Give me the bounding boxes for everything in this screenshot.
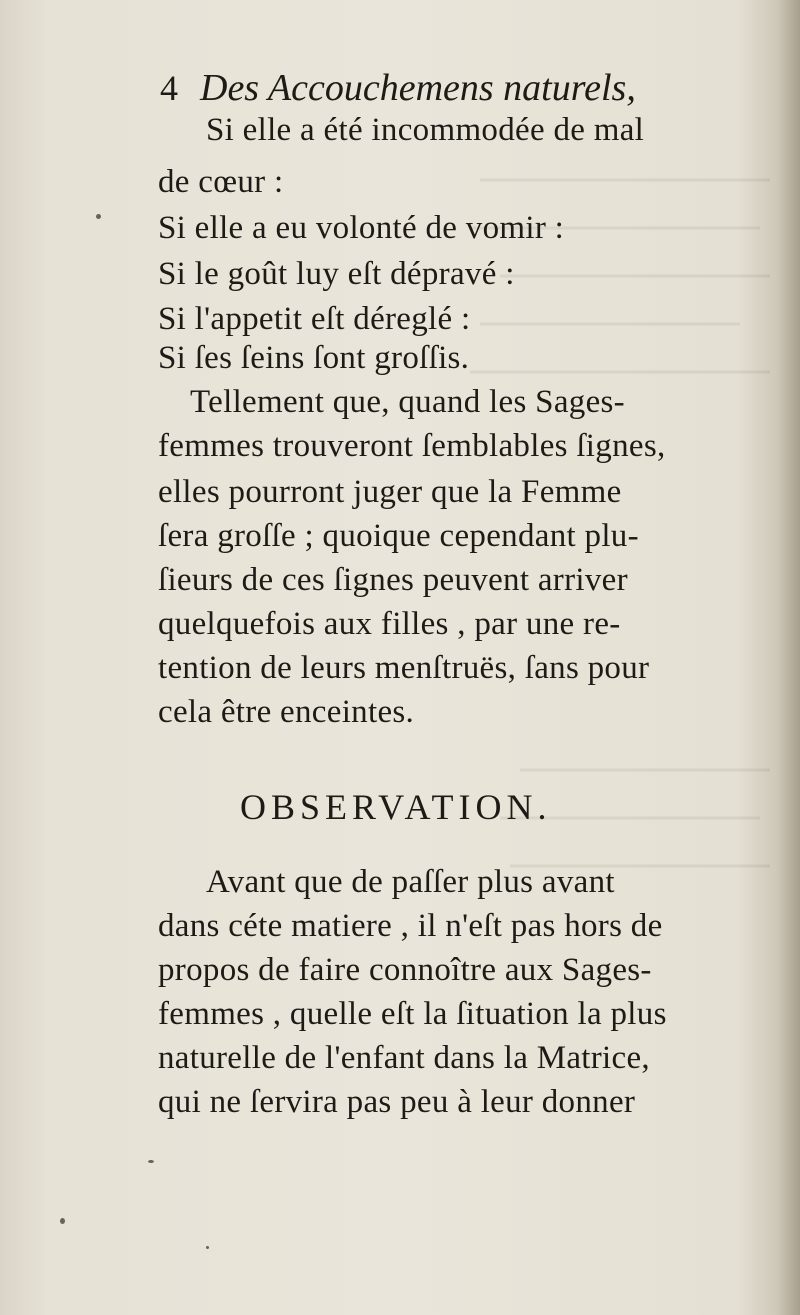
ink-speck <box>148 1160 154 1163</box>
text-line: Si le goût luy eſt dépravé : <box>158 256 515 292</box>
ink-speck <box>206 1246 209 1249</box>
text-line: elles pourront juger que la Femme <box>158 474 622 510</box>
text-line: quelquefois aux filles , par une re- <box>158 606 621 642</box>
text-line: propos de faire connoître aux Sages- <box>158 952 652 988</box>
page-number: 4 <box>160 68 178 108</box>
text-line: tention de leurs menſtruës, ſans pour <box>158 650 650 686</box>
text-line: Si elle a eu volonté de vomir : <box>158 210 565 246</box>
text-line: de cœur : <box>158 164 284 200</box>
text-line: naturelle de l'enfant dans la Matrice, <box>158 1040 650 1076</box>
text-line: Si ſes ſeins ſont groſſis. <box>158 340 470 376</box>
text-line: Si l'appetit eſt déreglé : <box>158 301 471 337</box>
text-line: ſera groſſe ; quoique cependant plu- <box>158 518 639 554</box>
text-line: Si elle a été incommodée de mal <box>206 112 645 148</box>
text-line: Avant que de paſſer plus avant <box>206 864 615 900</box>
section-heading: OBSERVATION. <box>240 787 552 827</box>
text-line: cela être enceintes. <box>158 694 415 730</box>
text-line: Tellement que, quand les Sages- <box>190 384 625 420</box>
running-title: Des Accouchemens naturels, <box>200 67 636 109</box>
text-line: qui ne ſervira pas peu à leur donner <box>158 1084 636 1120</box>
text-line: femmes , quelle eſt la ſituation la plus <box>158 996 667 1032</box>
text-line: femmes trouveront ſemblables ſignes, <box>158 428 666 464</box>
text-line: ſieurs de ces ſignes peuvent arriver <box>158 562 628 598</box>
running-header <box>160 66 720 110</box>
ink-speck <box>96 214 101 219</box>
text-line: dans céte matiere , il n'eſt pas hors de <box>158 908 663 944</box>
ink-speck <box>60 1218 65 1224</box>
